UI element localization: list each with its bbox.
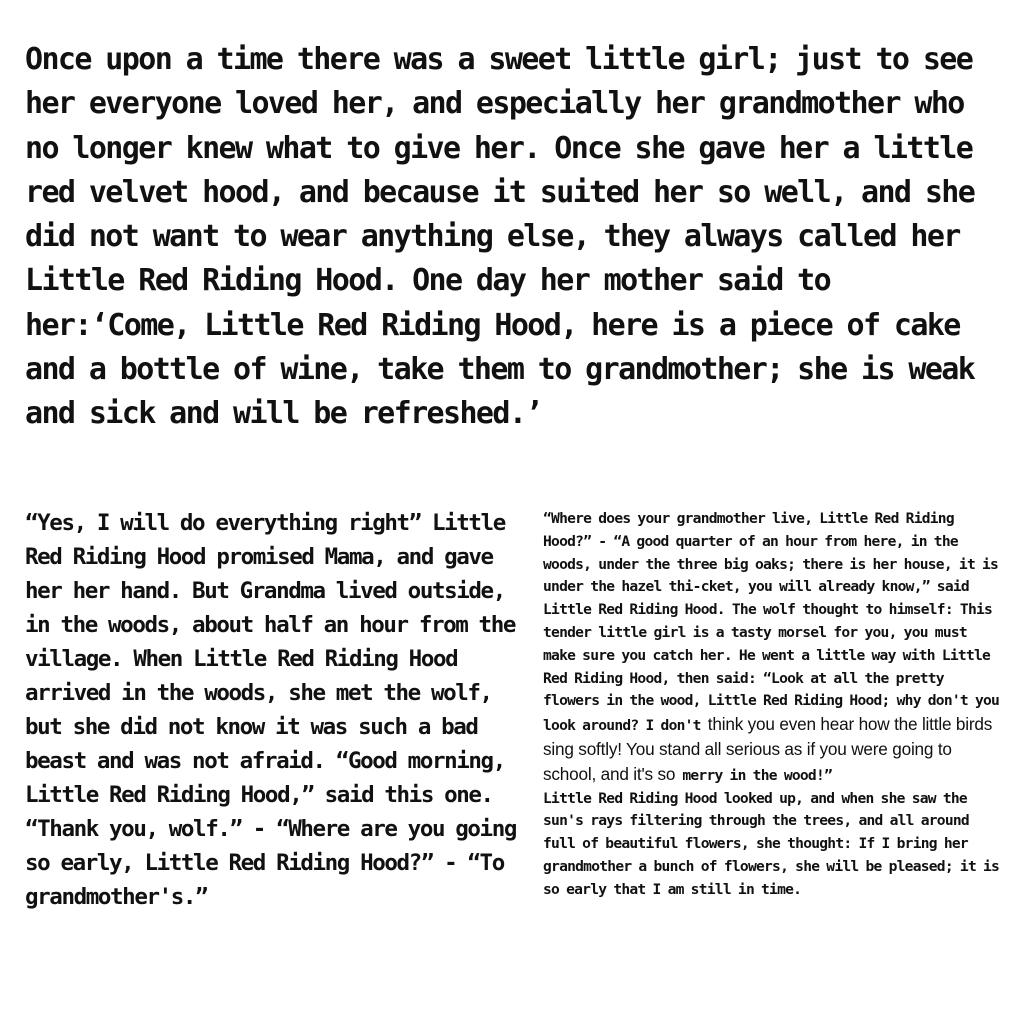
right-column-paragraph-1 xyxy=(543,508,1003,788)
left-column-paragraph: “Yes, I will do everything right” Little Red Riding Hood promised Mama, and gave her her hand. But Grandma lived outside, in the woods, about half an hour from the village. When Little Red Riding Hood arrived in the woods, she met the wolf, but she did not know it was such a bad beast and was not afraid. “Good morning, Little Red Riding Hood,” said this one. “Thank you, wolf.” - “Where are you going so early, Little Red Riding Hood?” - “To grandmother's.” xyxy=(25,510,516,910)
right-paragraph-1-part-2: think you even hear how the little birds sing softly! You stand all serious as if you were going to school, and it's so xyxy=(543,714,993,784)
intro-paragraph: Once upon a time there was a sweet little girl; just to see her everyone loved her, and especially her grandmother who no longer knew what to give her. Once she gave her a little red velvet hood, and because it suited her so well, and she did not want to wear anything else, they always called her Little Red Riding Hood. One day her mother said to her:‘Come, Little Red Riding Hood, here is a piece of cake and a bottle of wine, take them to grandmother; she is weak and sick and will be refreshed.’ xyxy=(25,42,975,432)
right-column-paragraph-2: Little Red Riding Hood looked up, and when she saw the sun's rays filtering through the trees, and all around full of beautiful flowers, she thought: If I bring her grandmother a bunch of flowers, she will be pleased; it is so early that I am still in time. xyxy=(543,789,1000,898)
right-paragraph-1-part-3: merry in the wood!” xyxy=(682,766,833,784)
right-column xyxy=(543,508,1003,902)
right-paragraph-1-part-1: “Where does your grandmother live, Little Red Riding Hood?” - “A good quarter of an hour from here, in the woods, under the three big oaks; there is her house, it is under the hazel thi-cket, you will already know,” said Little Red Riding Hood. The wolf thought to himself: This tender little girl is a tasty morsel for you, you must make sure you catch her. He went a little way with Little Red Riding Hood, then said: “Look at all the pretty flowers in the wood, Little Red Riding Hood; why don't you look around? I don't xyxy=(543,510,1000,735)
